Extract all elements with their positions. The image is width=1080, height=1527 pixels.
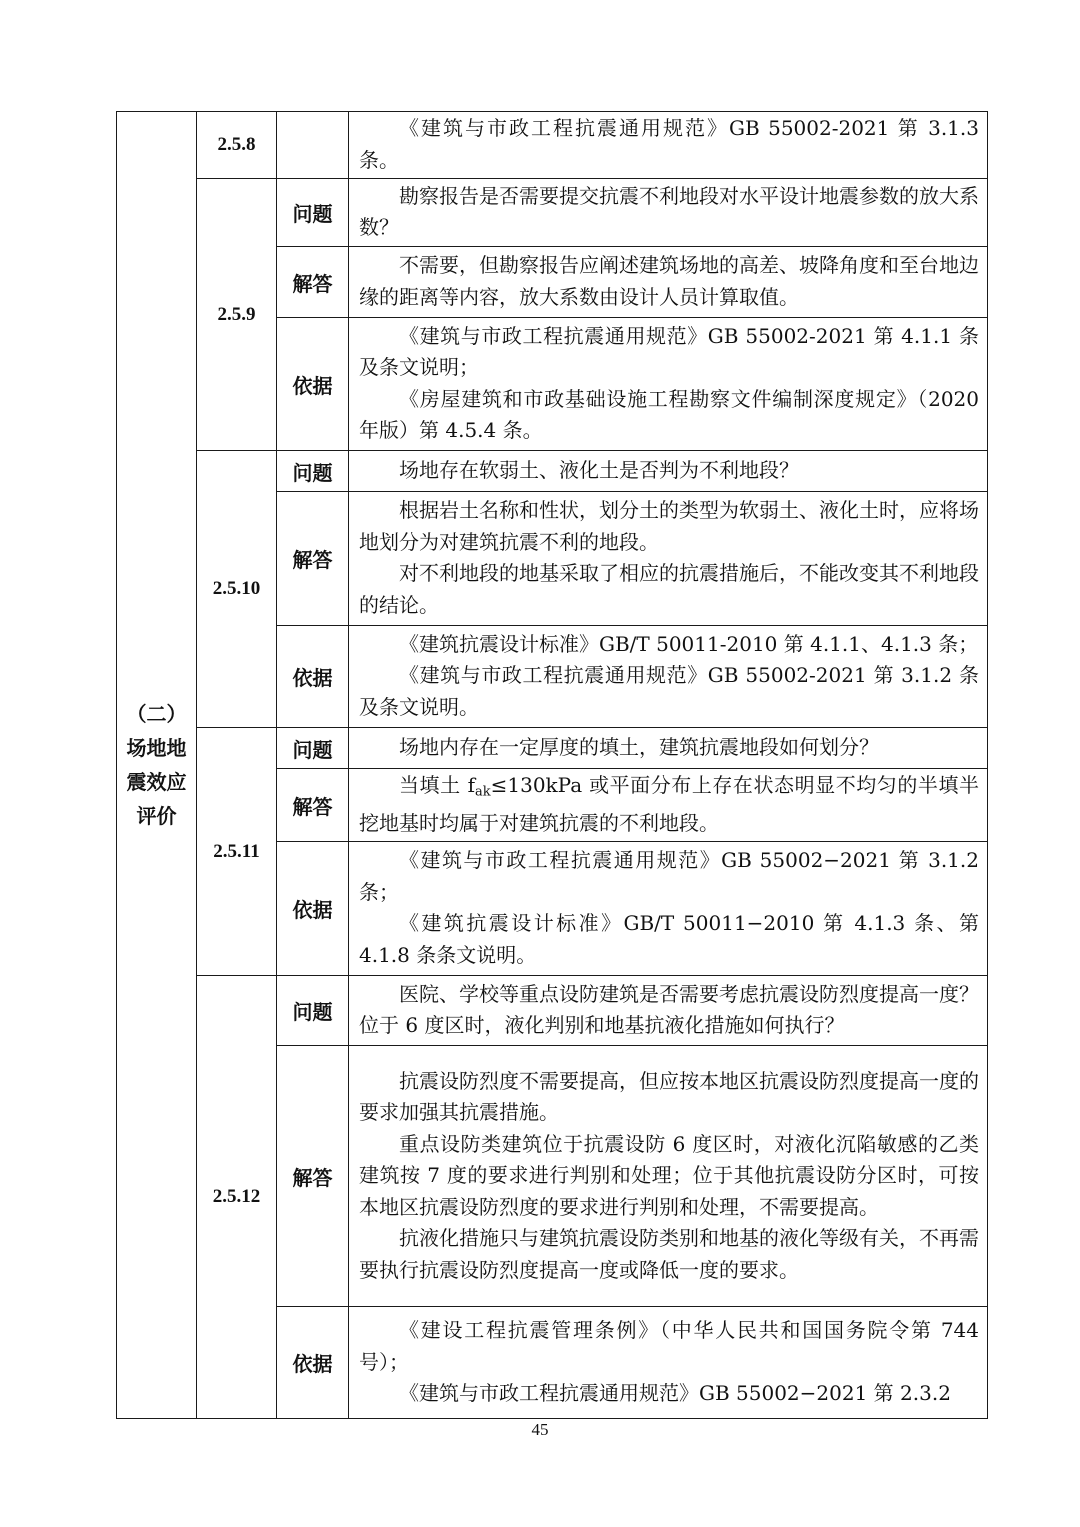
answer-label: 解答 [277,769,349,842]
answer-label: 解答 [277,247,349,318]
item-number: 2.5.12 [197,976,277,1419]
question-label: 问题 [277,976,349,1046]
question-label: 问题 [277,179,349,247]
basis-label: 依据 [277,1307,349,1419]
answer-label: 解答 [277,1046,349,1307]
basis-text [349,842,988,976]
table-row [117,451,988,492]
paragraph: 抗震设防烈度不需要提高，但应按本地区抗震设防烈度提高一度的要求加强其抗震措施。 [359,1068,979,1124]
question-label: 问题 [277,728,349,769]
answer-subscript: ak [474,784,491,800]
basis-text [349,318,988,451]
paragraph: 医院、学校等重点设防建筑是否需要考虑抗震设防烈度提高一度？位于 6 度区时，液化判别和地基抗液化措施如何执行？ [359,981,979,1038]
answer-rest: ≤130kPa 或平面分布上存在状态明显不均匀的半填半挖地基时均属于对建筑抗震的不利地段。 [359,773,980,835]
paragraph: 《建设工程抗震管理条例》（中华人民共和国国务院令第 744 号）； [359,1318,979,1374]
paragraph: 《建筑与市政工程抗震通用规范》GB 55002−2021 第 3.1.2 条； [359,848,979,904]
table-row [117,112,988,179]
item-number: 2.5.11 [197,728,277,976]
paragraph: 对不利地段的地基采取了相应的抗震措施后，不能改变其不利地段的结论。 [359,561,979,617]
question-text [349,728,988,769]
paragraph: 《建筑与市政工程抗震通用规范》GB 55002-2021 第 4.1.1 条及条文说明； [359,323,979,379]
paragraph: 场地内存在一定厚度的填土，建筑抗震地段如何划分？ [399,734,879,759]
item-number: 2.5.9 [197,179,277,451]
qa-table [116,111,988,1419]
category-label: （二）场地地震效应评价 [126,702,187,829]
basis-label: 依据 [277,626,349,728]
category-cell [117,112,197,1419]
paragraph: 《建筑与市政工程抗震通用规范》GB 55002-2021 第 3.1.3 条。 [359,116,979,172]
paragraph: 《建筑抗震设计标准》GB/T 50011-2010 第 4.1.1、4.1.3 条； [399,631,979,656]
item-number: 2.5.8 [197,112,277,179]
paragraph: 《建筑与市政工程抗震通用规范》GB 55002-2021 第 3.1.2 条及条文说明。 [359,663,979,719]
basis-label: 依据 [277,842,349,976]
answer-text [349,1046,988,1307]
paragraph: 场地存在软弱土、液化土是否判为不利地段？ [399,457,799,482]
table-row [117,179,988,247]
answer-prefix: 当填土 f [399,773,475,797]
paragraph: 根据岩土名称和性状，划分土的类型为软弱土、液化土时，应将场地划分为对建筑抗震不利的地段。 [359,498,979,554]
paragraph: 《房屋建筑和市政基础设施工程勘察文件编制深度规定》（2020 年版）第 4.5.4 条。 [359,386,979,442]
basis-text [349,1307,988,1419]
basis-text [349,626,988,728]
paragraph [359,770,979,839]
paragraph: 勘察报告是否需要提交抗震不利地段对水平设计地震参数的放大系数？ [359,183,979,239]
label-cell-empty [277,112,349,179]
answer-text [349,492,988,626]
basis-text [349,112,988,179]
answer-text [349,247,988,318]
paragraph: 《建筑抗震设计标准》GB/T 50011−2010 第 4.1.3 条、第 4.1.8 条条文说明。 [359,911,979,967]
paragraph: 重点设防类建筑位于抗震设防 6 度区时，对液化沉陷敏感的乙类建筑按 7 度的要求进行判别和处理；位于其他抗震设防分区时，可按本地区抗震设防烈度的要求进行判别和处理，不需要提高。 [359,1131,979,1219]
question-text [349,976,988,1046]
question-label: 问题 [277,451,349,492]
question-text [349,451,988,492]
page-number: 45 [531,1420,549,1439]
question-text [349,179,988,247]
table-row [117,976,988,1046]
answer-text [349,769,988,842]
item-number: 2.5.10 [197,451,277,728]
paragraph: 《建筑与市政工程抗震通用规范》GB 55002−2021 第 2.3.2 [399,1381,951,1405]
table-row [117,728,988,769]
answer-label: 解答 [277,492,349,626]
paragraph: 抗液化措施只与建筑抗震设防类别和地基的液化等级有关，不再需要执行抗震设防烈度提高一度或降低一度的要求。 [359,1226,979,1282]
basis-label: 依据 [277,318,349,451]
paragraph: 不需要，但勘察报告应阐述建筑场地的高差、坡降角度和至台地边缘的距离等内容，放大系数由设计人员计算取值。 [359,253,979,309]
